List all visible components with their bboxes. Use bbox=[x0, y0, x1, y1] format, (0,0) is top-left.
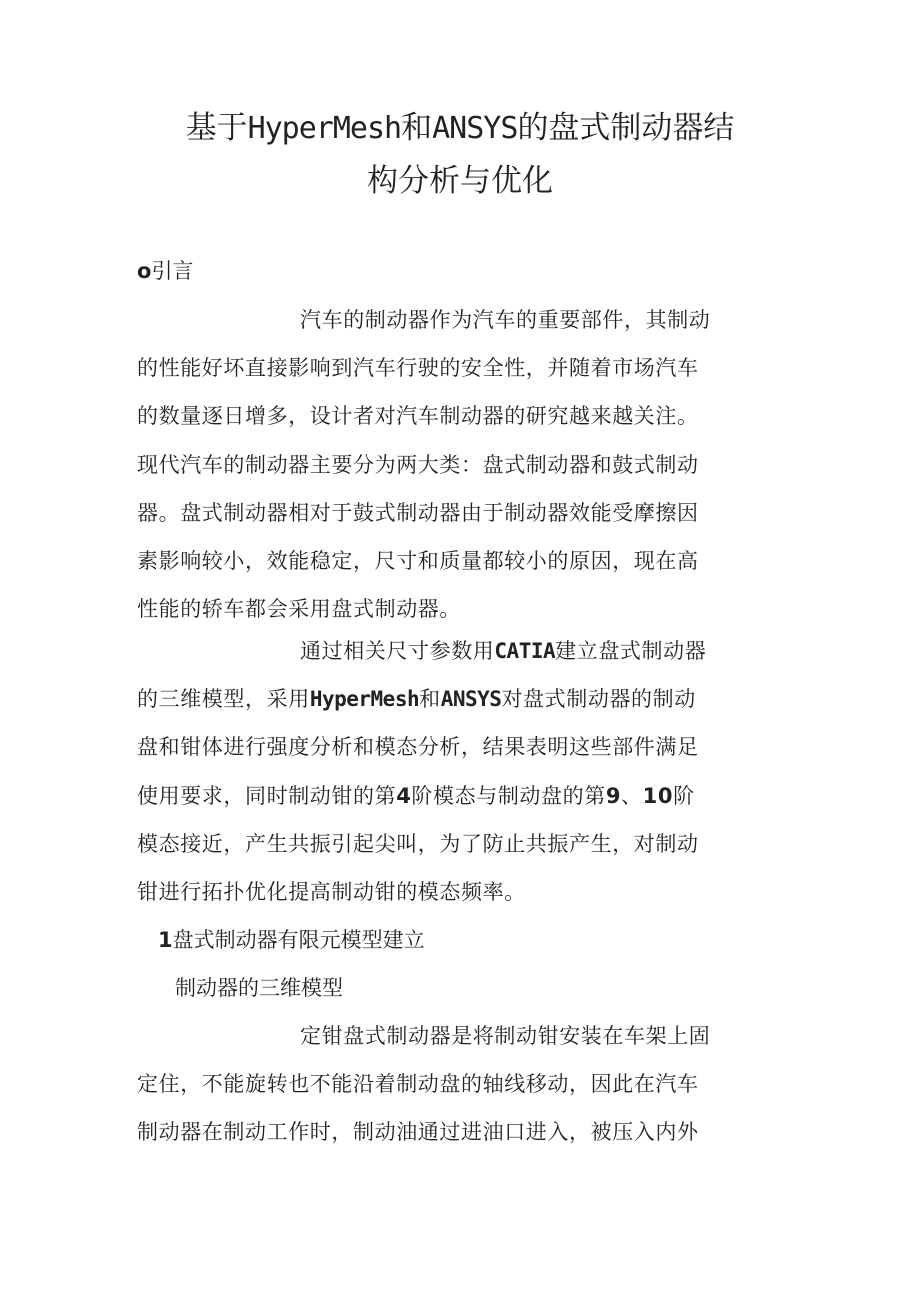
section-label: 引言 bbox=[151, 259, 194, 283]
paragraph-introduction bbox=[137, 296, 747, 633]
paragraph-method-summary bbox=[137, 627, 747, 916]
paragraph-line: 盘和钳体进行强度分析和模态分析，结果表明这些部件满足 bbox=[137, 735, 699, 760]
section-heading-1 bbox=[158, 925, 425, 955]
paragraph-line: 定住，不能旋转也不能沿着制动盘的轴线移动，因此在汽车 bbox=[137, 1072, 699, 1097]
section-number: o bbox=[137, 259, 152, 283]
paragraph-line: 性能的轿车都会采用盘式制动器。 bbox=[137, 597, 461, 622]
paragraph-line: 通过相关尺寸参数用CATIA建立盘式制动器 bbox=[300, 639, 707, 663]
paragraph-line: 器。盘式制动器相对于鼓式制动器由于制动器效能受摩擦因 bbox=[137, 500, 699, 525]
paragraph-caliper-description bbox=[137, 1012, 747, 1157]
mode-order-number: 4 bbox=[396, 783, 412, 808]
subsection-label: 制动器的三维模型 bbox=[175, 976, 343, 1000]
paragraph-line: 素影响较小，效能稳定，尺寸和质量都较小的原因，现在高 bbox=[137, 549, 699, 574]
mode-order-number: 9 bbox=[605, 783, 622, 808]
paragraph-line: 模态接近，产生共振引起尖叫，为了防止共振产生，对制动 bbox=[137, 831, 699, 856]
paragraph-line: 的三维模型，采用HyperMesh和ANSYS对盘式制动器的制动 bbox=[137, 687, 696, 712]
section-number: 1 bbox=[158, 928, 173, 952]
paragraph-line: 制动器在制动工作时，制动油通过进油口进入，被压入内外 bbox=[137, 1120, 699, 1145]
mode-order-number: 10 bbox=[642, 783, 674, 808]
software-name: ANSYS bbox=[440, 687, 502, 712]
paragraph-line: 现代汽车的制动器主要分为两大类：盘式制动器和鼓式制动 bbox=[137, 452, 699, 477]
title-line-1: 基于HyperMesh和ANSYS的盘式制动器结 bbox=[185, 110, 735, 146]
section-heading-introduction bbox=[137, 256, 193, 286]
paragraph-line: 的数量逐日增多，设计者对汽车制动器的研究越来越关注。 bbox=[137, 404, 699, 429]
paragraph-line: 的性能好坏直接影响到汽车行驶的安全性，并随着市场汽车 bbox=[137, 356, 699, 381]
section-label: 盘式制动器有限元模型建立 bbox=[172, 928, 425, 952]
software-name: CATIA bbox=[494, 639, 556, 663]
subsection-heading bbox=[175, 973, 343, 1003]
title-line-2: 构分析与优化 bbox=[367, 163, 553, 199]
paragraph-line: 钳进行拓扑优化提高制动钳的模态频率。 bbox=[137, 880, 526, 905]
paragraph-line: 汽车的制动器作为汽车的重要部件，其制动 bbox=[300, 308, 711, 332]
paragraph-line: 使用要求，同时制动钳的第4阶模态与制动盘的第9、10阶 bbox=[137, 783, 695, 808]
software-name: HyperMesh bbox=[309, 687, 420, 712]
document-title bbox=[150, 102, 770, 208]
paragraph-line: 定钳盘式制动器是将制动钳安装在车架上固 bbox=[300, 1024, 711, 1048]
